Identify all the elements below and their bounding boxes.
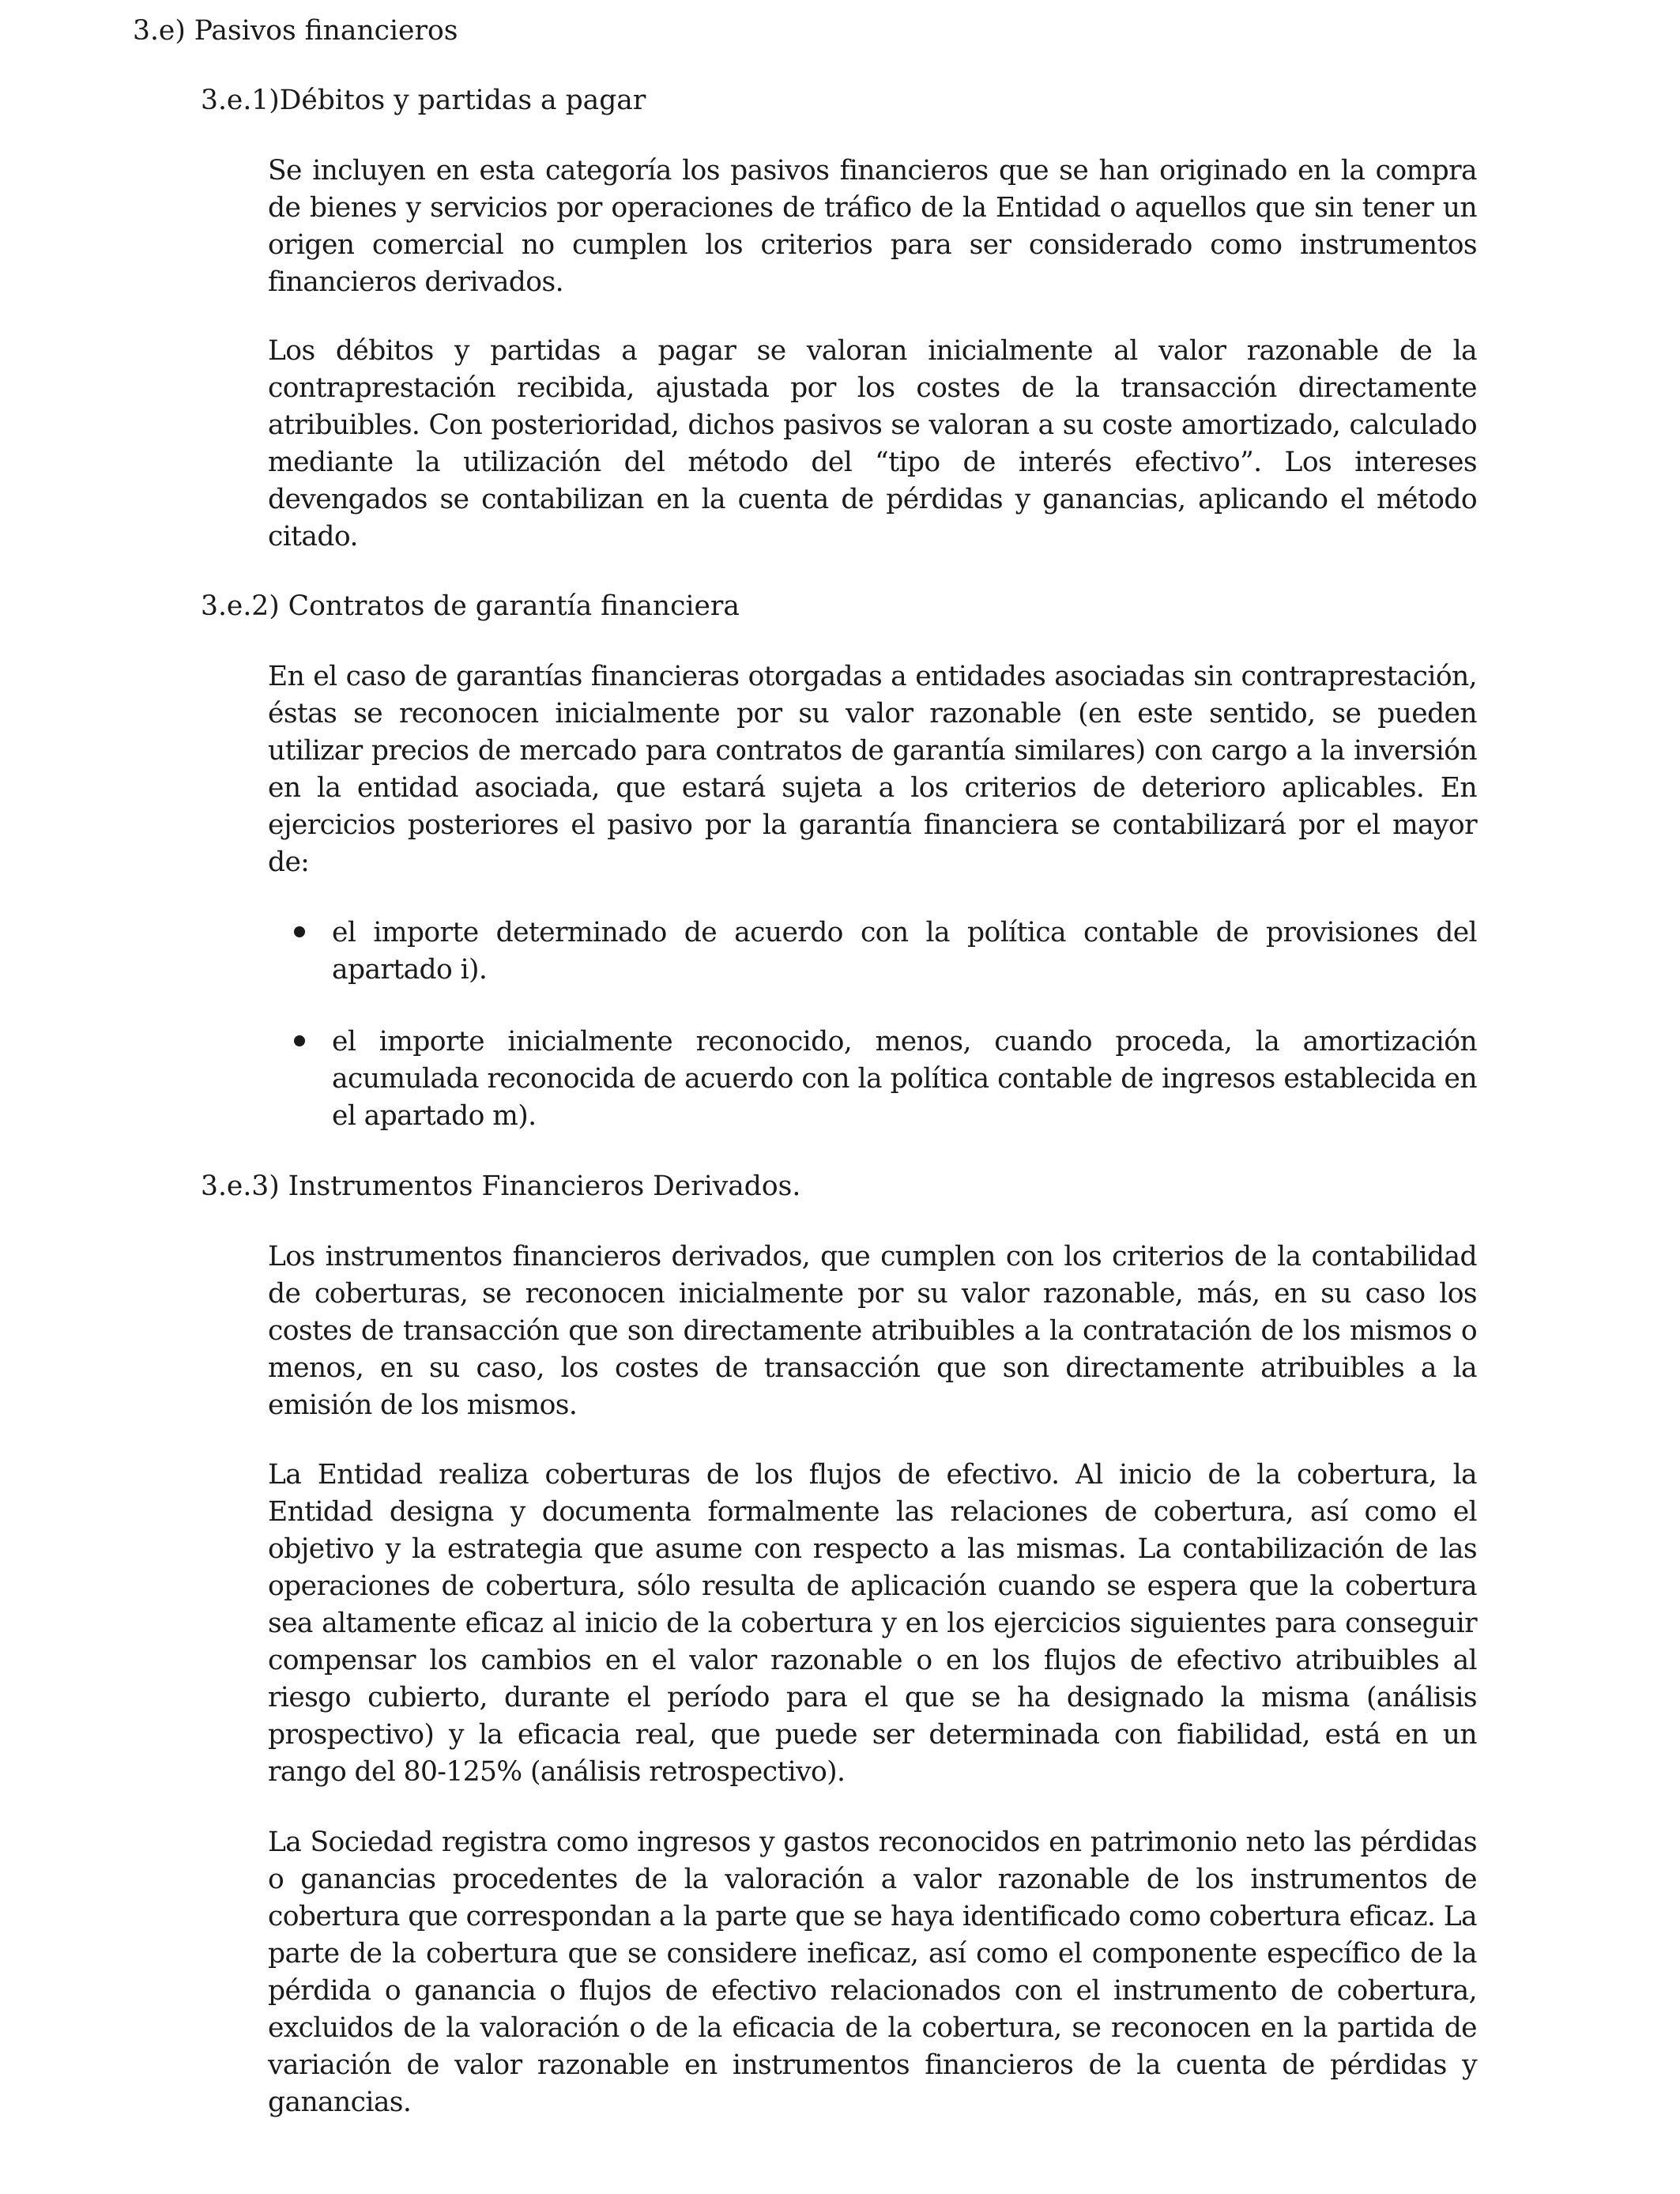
list-item-provisiones	[332, 914, 1477, 989]
list-item-text: el importe determinado de acuerdo con la política contable de provisiones del apartado i).	[332, 917, 1477, 986]
section-title: 3.e) Pasivos financieros	[133, 15, 458, 47]
list-item-amortizacion	[332, 1023, 1477, 1135]
paragraph-debitos-valoracion: Los débitos y partidas a pagar se valoran inicialmente al valor razonable de la contraprestación recibida, ajustada por los costes de la transacción directamente atribuibles. Con posterioridad, dichos pasivos se valoran a su coste amortizado, calculado mediante la utilización del método del “tipo de interés efectivo”. Los intereses devengados se contabilizan en la cuenta de pérdidas y ganancias, aplicando el método citado.	[268, 335, 1477, 552]
bullet-icon	[294, 926, 305, 937]
paragraph-derivados-reconocimiento: Los instrumentos financieros derivados, que cumplen con los criterios de la contabilidad de coberturas, se reconocen inicialmente por su valor razonable, más, en su caso los costes de transacción que son directamente atribuibles a la contratación de los mismos o menos, en su caso, los costes de transacción que son directamente atribuibles a la emisión de los mismos.	[268, 1241, 1477, 1421]
subsection-heading-debitos: 3.e.1)Débitos y partidas a pagar	[201, 85, 646, 116]
paragraph-garantia-reconocimiento: En el caso de garantías financieras otorgadas a entidades asociadas sin contraprestación, éstas se reconocen inicialmente por su valor razonable (en este sentido, se pueden utilizar precios de mercado para contratos de garantía similares) con cargo a la inversión en la entidad asociada, que estará sujeta a los criterios de deterioro aplicables. En ejercicios posteriores el pasivo por la garantía financiera se contabilizará por el mayor de:	[268, 661, 1477, 878]
subsection-heading-garantia: 3.e.2) Contratos de garantía financiera	[201, 590, 740, 622]
bullet-icon	[294, 1035, 305, 1046]
paragraph-debitos-definicion: Se incluyen en esta categoría los pasivos financieros que se han originado en la compra de bienes y servicios por operaciones de tráfico de la Entidad o aquellos que sin tener un origen comercial no cumplen los criterios para ser considerado como instrumentos financieros derivados.	[268, 155, 1477, 298]
subsection-heading-derivados: 3.e.3) Instrumentos Financieros Derivados.	[201, 1171, 801, 1202]
list-item-text: el importe inicialmente reconocido, menos, cuando proceda, la amortización acumulada reconocida de acuerdo con la política contable de ingresos establecida en el apartado m).	[332, 1026, 1477, 1132]
paragraph-derivados-coberturas: La Entidad realiza coberturas de los flujos de efectivo. Al inicio de la cobertura, la Entidad designa y documenta formalmente las relaciones de cobertura, así como el objetivo y la estrategia que asume con respecto a las mismas. La contabilización de las operaciones de cobertura, sólo resulta de aplicación cuando se espera que la cobertura sea altamente eficaz al inicio de la cobertura y en los ejercicios siguientes para conseguir compensar los cambios en el valor razonable o en los flujos de efectivo atribuibles al riesgo cubierto, durante el período para el que se ha designado la misma (análisis prospectivo) y la eficacia real, que puede ser determinada con fiabilidad, está en un rango del 80-125% (análisis retrospectivo).	[268, 1459, 1477, 1788]
paragraph-derivados-registro: La Sociedad registra como ingresos y gastos reconocidos en patrimonio neto las pérdidas o ganancias procedentes de la valoración a valor razonable de los instrumentos de cobertura que correspondan a la parte que se haya identificado como cobertura eficaz. La parte de la cobertura que se considere ineficaz, así como el componente específico de la pérdida o ganancia o flujos de efectivo relacionados con el instrumento de cobertura, excluidos de la valoración o de la eficacia de la cobertura, se reconocen en la partida de variación de valor razonable en instrumentos financieros de la cuenta de pérdidas y ganancias.	[268, 1826, 1477, 2118]
